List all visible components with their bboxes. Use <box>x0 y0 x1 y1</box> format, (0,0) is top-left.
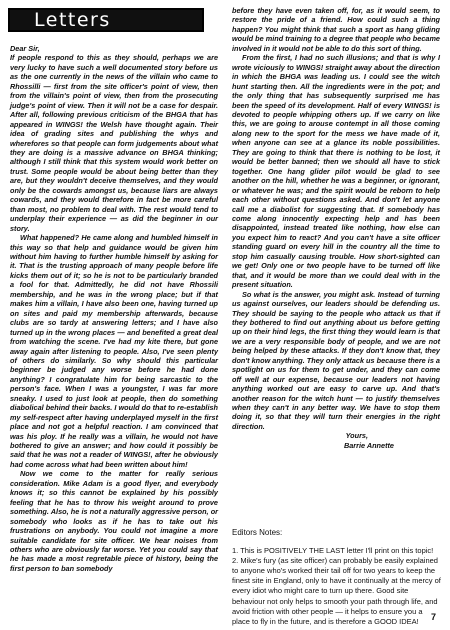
letter-signoff <box>232 431 440 450</box>
letter-paragraph: What happened? He came along and humbled himself in this way so that help and guidance would be given him without him having to further humble himself by asking for it. That is the trusting approach of many people before life kicks them out of it; so he is not to be particularly branded a fool for that. Admittedly, he did not have Rhossili membership, and he was in the wrong place; but if that makes him a villain, I have also been one, having turned up on sites and paid my membership afterwards, because clubs are so tardy at answering letters; and I have also turned up in the wrong places — and benefited a great deal from watching the scene. I've had my kite there, but gone away again after listening to people. Also, I've seen plenty of others do similarly. So why should this particular beginner be judged any worse before he had done anything? I congratulate him for being sarcastic to the person's face. When I was a youngster, I was far more sneaky. I used to just look at people, then do something diabolical behind their backs. I would do that to re-establish my self-respect after having underplayed myself in the first place and not got a helpful reaction. I am convinced that was his ploy. If he really was a villain, he would not have bothered to give an answer; and how could it possibly be said that he was not a reader of WINGS!, after he obviously had come across what had been written about him! <box>10 233 218 469</box>
closing: Yours, <box>345 431 368 441</box>
editors-note-item: 1. This is POSITIVELY THE LAST letter I'll print on this topic! <box>232 546 434 556</box>
editors-notes-heading: Editors Notes: <box>232 528 283 537</box>
letter-left-column <box>10 44 218 573</box>
page-number: 7 <box>430 612 436 622</box>
letters-banner <box>8 8 204 32</box>
letter-paragraph: So what is the answer, you might ask. Instead of turning us against ourselves, our leaders should be defending us. They should be saying to the people who attack us that if they bothered to find out anything about us before getting up on their hind legs, the first thing they would learn is that we are a very responsible body of people, and we are not being helped by these attacks. If they don't know that, they don't know anything. They only attack us because there is a spotlight on us for them to get under, and they can come off well at our expense, because our leaders not having anything worked out are easy to carve up. And that's another reason for the witch hunt — to justify themselves when they can't in any better way. We have to stop them doing it, so that they will turn their energies in the right direction. <box>232 289 440 431</box>
editors-note-item: 2. Mike's fury (as site officer) can probably be easily explained to anyone who's worked their tail off for two years to keep the finest site in England, only to have it continually at the mercy of every idiot who might care to turn up there. Good site behaviour not only helps to smooth your path through life, and avoid friction with other people — it helps to ensure you a place to fly in the future, and is therefore a GOOD IDEA! <box>232 556 441 626</box>
letter-paragraph: From the first, I had no such illusions; and that is why I wrote viciously to WINGS! straight away about the direction in which the BHGA was leading us. I could see the witch hunt starting then. All the ingredients were in the pot; and the only thing that has subsequently surprised me has been the speed of its development. Half of every WINGS! is devoted to people whipping others up. If we carry on like this, we are going to arouse contempt in all those coming along new to the sport for the mess we have made of it, when anyone can see at a glance its noble possibilities. They are going to think that there is nothing to be lost, it would be better banned; then we should all have to stick together. One hang glider pilot would be glad to see another on the hill, whether he was a beginner, or ignorant, or whatever he was; and the spirit would be reborn to help each other without questions asked. And don't let anyone call me a diabolist for suggesting that. If somebody has come along innocently expecting help and has been disappointed, instead treated like nothing, how else can you expect him to react? And you can't have a site officer standing guard on every hill in the country all the time to stop him casually causing trouble. How short-sighted can we get! Only one or two people have to be turned off like that, and it would be more than we could deal with in the present situation. <box>232 53 440 290</box>
section-title: Letters <box>34 8 111 31</box>
editors-notes <box>232 528 442 627</box>
letter-paragraph: Now we come to the matter for really serious consideration. Mike Adam is a good flyer, and everybody knows it; so this cannot be explained by his possibly feeling that he has to throw his weight around to prove something. Also, he is not a naturally aggressive person, or somebody who looks as if he has to take out his frustrations on anybody. You could not imagine a more suitable candidate for site officer. We hear noises from others who are obviously far worse. Yet you could say that he has made a most regretable piece of history, being the first person to ban somebody <box>10 469 218 573</box>
letter-right-column <box>232 6 440 450</box>
signature: Barrie Annette <box>343 440 394 450</box>
salutation: Dear Sir, <box>10 44 40 53</box>
letter-paragraph: If people respond to this as they should, perhaps we are very lucky to have such a well documented story before us as the one currently in the news of the villain who came to Rhossilli — first from the site officer's point of view, then from the villain's point of view, then from the prosecuting judge's point of view. Then it will not be a case for despair. After all, following previous criticism of the BHGA that has appeared in WINGS! the Welsh have thought again. Their idea of grading sites and publishing the whys and wherefores so that people can form judgements about what they are doing is a massive advance on BHGA thinking; although I still think that this system would work better on trust. Some people would be about being better than they are, but they wouldn't deceive themselves, and they would only be the cowards amongst us, because liars are always cowards, and they would therefore in fact be more careful than most, no problem to deal with. The rest would tend to underplay their experience — as did the beginner in our story. <box>10 53 218 233</box>
letter-paragraph: before they have even taken off, for, as it would seem, to restore the pride of a friend. How could such a thing happen? You might think that such a sport as hang gliding would be mind training to a degree that people who became involved in it would not be able to do this sort of thing. <box>232 6 440 53</box>
